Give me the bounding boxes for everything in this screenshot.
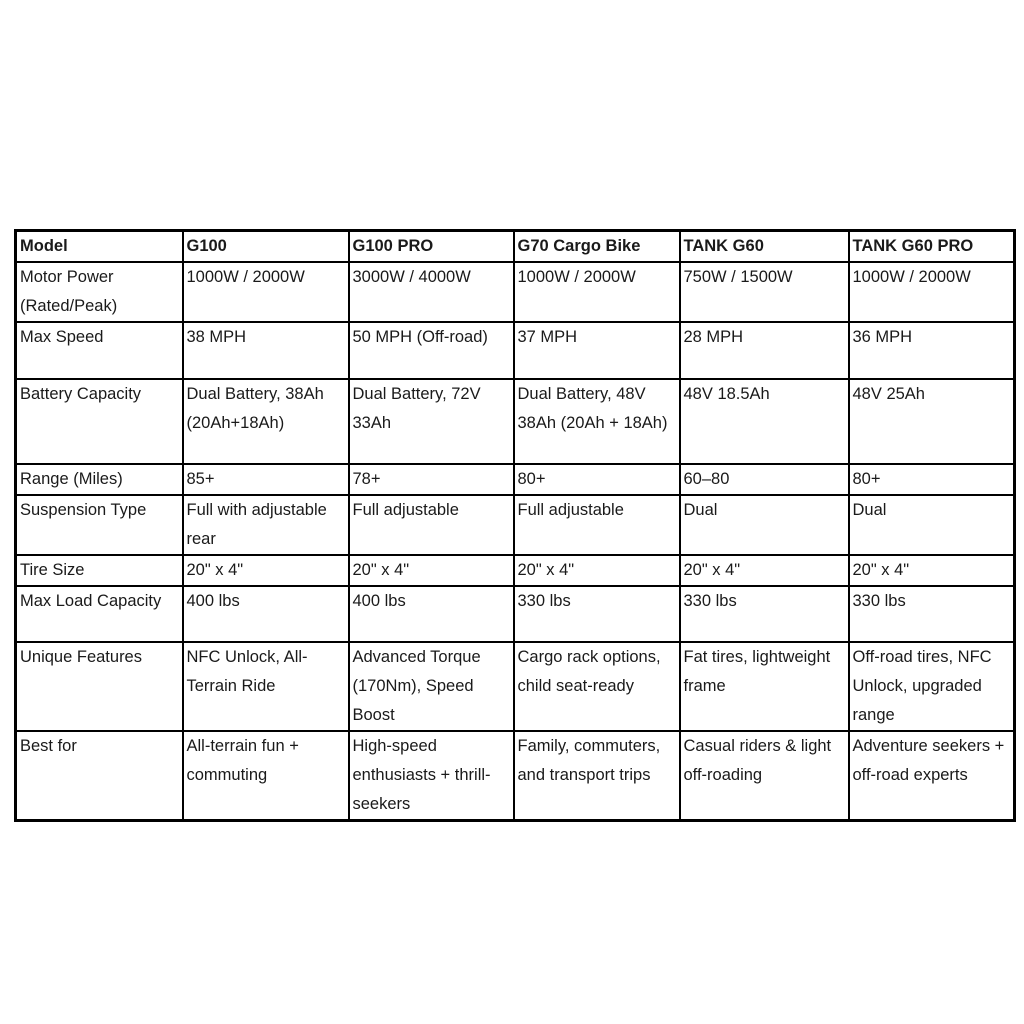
table-cell: 48V 25Ah: [849, 379, 1015, 464]
row-label: Motor Power (Rated/Peak): [16, 262, 183, 322]
table-cell: 20" x 4": [349, 555, 514, 586]
table-cell: 37 MPH: [514, 322, 680, 379]
table-cell: Full adjustable: [349, 495, 514, 555]
table-cell: 80+: [849, 464, 1015, 495]
column-header: TANK G60 PRO: [849, 231, 1015, 263]
table-cell: Casual riders & light off-roading: [680, 731, 849, 821]
column-header-model: Model: [16, 231, 183, 263]
table-cell: 50 MPH (Off-road): [349, 322, 514, 379]
table-row: [16, 731, 1015, 821]
table-header-row: [16, 231, 1015, 263]
table-cell: 330 lbs: [514, 586, 680, 642]
table-cell: Advanced Torque (170Nm), Speed Boost: [349, 642, 514, 731]
table-cell: Full with adjustable rear: [183, 495, 349, 555]
row-label: Suspension Type: [16, 495, 183, 555]
row-label: Battery Capacity: [16, 379, 183, 464]
table-cell: 28 MPH: [680, 322, 849, 379]
table-cell: 3000W / 4000W: [349, 262, 514, 322]
column-header: G70 Cargo Bike: [514, 231, 680, 263]
table-cell: Off-road tires, NFC Unlock, upgraded range: [849, 642, 1015, 731]
row-label: Tire Size: [16, 555, 183, 586]
row-label: Unique Features: [16, 642, 183, 731]
table-cell: 20" x 4": [680, 555, 849, 586]
table-cell: Cargo rack options, child seat-ready: [514, 642, 680, 731]
table-cell: Full adjustable: [514, 495, 680, 555]
table-cell: Dual Battery, 48V 38Ah (20Ah + 18Ah): [514, 379, 680, 464]
row-label: Max Speed: [16, 322, 183, 379]
row-label: Best for: [16, 731, 183, 821]
table-cell: High-speed enthusiasts + thrill-seekers: [349, 731, 514, 821]
table-cell: Dual: [849, 495, 1015, 555]
table-cell: Dual Battery, 72V 33Ah: [349, 379, 514, 464]
table-cell: Adventure seekers + off-road experts: [849, 731, 1015, 821]
table-cell: 1000W / 2000W: [849, 262, 1015, 322]
ebike-comparison-table: [14, 229, 1016, 822]
table-row: [16, 495, 1015, 555]
table-cell: 20" x 4": [183, 555, 349, 586]
table-row: [16, 379, 1015, 464]
table-cell: 20" x 4": [514, 555, 680, 586]
table-cell: 80+: [514, 464, 680, 495]
table-cell: 38 MPH: [183, 322, 349, 379]
table-row: [16, 586, 1015, 642]
table-cell: Fat tires, lightweight frame: [680, 642, 849, 731]
table-cell: 400 lbs: [183, 586, 349, 642]
table-cell: 85+: [183, 464, 349, 495]
table-cell: All-terrain fun + commuting: [183, 731, 349, 821]
table-cell: 330 lbs: [849, 586, 1015, 642]
table-cell: 1000W / 2000W: [183, 262, 349, 322]
column-header: TANK G60: [680, 231, 849, 263]
column-header: G100: [183, 231, 349, 263]
table-cell: 60–80: [680, 464, 849, 495]
table-cell: 48V 18.5Ah: [680, 379, 849, 464]
table-cell: Dual: [680, 495, 849, 555]
table-cell: 400 lbs: [349, 586, 514, 642]
table-cell: 36 MPH: [849, 322, 1015, 379]
table-row: [16, 642, 1015, 731]
column-header: G100 PRO: [349, 231, 514, 263]
row-label: Range (Miles): [16, 464, 183, 495]
table-cell: 20" x 4": [849, 555, 1015, 586]
table-row: [16, 322, 1015, 379]
row-label: Max Load Capacity: [16, 586, 183, 642]
table-cell: 750W / 1500W: [680, 262, 849, 322]
table-cell: NFC Unlock, All-Terrain Ride: [183, 642, 349, 731]
table-cell: Family, commuters, and transport trips: [514, 731, 680, 821]
table-row: [16, 262, 1015, 322]
table-cell: 1000W / 2000W: [514, 262, 680, 322]
table-cell: Dual Battery, 38Ah (20Ah+18Ah): [183, 379, 349, 464]
table-row: [16, 464, 1015, 495]
table-cell: 330 lbs: [680, 586, 849, 642]
table-row: [16, 555, 1015, 586]
table-cell: 78+: [349, 464, 514, 495]
